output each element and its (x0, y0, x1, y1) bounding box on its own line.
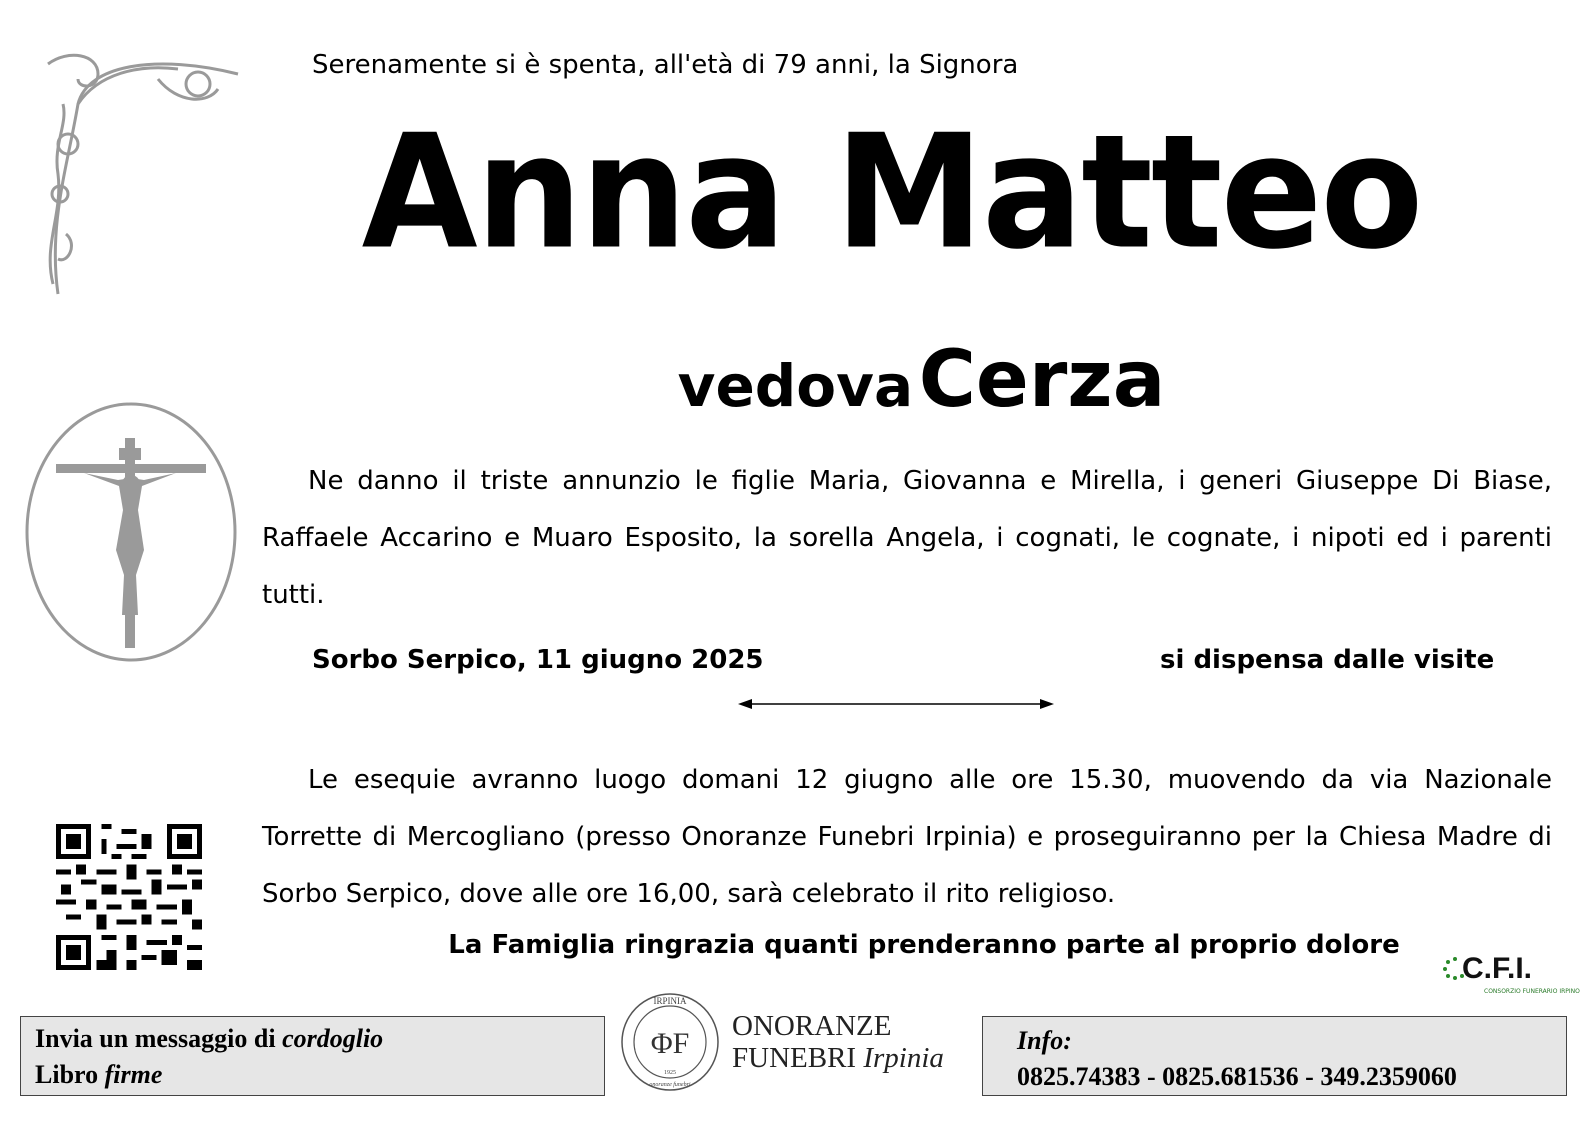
announcement-paragraph: Ne danno il triste annunzio le figlie Maria, Giovanna e Mirella, i generi Giuseppe Di Biase, Raffaele Accarino e Muaro Esposito, la sorella Angela, i cognati, le cognate, i nipoti ed i parenti tutti. (262, 466, 1552, 610)
deceased-name: Anna Matteo (361, 101, 1422, 285)
visits-note: si dispensa dalle visite (1160, 645, 1495, 675)
brand-line-1: ONORANZE (732, 1010, 892, 1042)
double-arrow-divider (738, 696, 1054, 712)
seal-top-text: IRPINIA (653, 996, 687, 1006)
info-box (982, 1016, 1567, 1096)
phone-numbers[interactable]: 0825.74383 - 0825.681536 - 349.2359060 (1017, 1062, 1457, 1091)
guestbook-emph: firme (104, 1060, 163, 1089)
thanks-line: La Famiglia ringrazia quanti prenderanno parte al proprio dolore (448, 930, 1400, 960)
brand-line-2-prefix: FUNEBRI (732, 1042, 864, 1074)
intro-line: Serenamente si è spenta, all'età di 79 anni, la Signora (312, 50, 1019, 80)
funeral-home-seal (618, 990, 722, 1094)
brand-line-2-emph: Irpinia (863, 1042, 944, 1074)
condolence-prefix: Invia un messaggio di (35, 1024, 283, 1053)
seal-bottom-text: onoranze funebri (649, 1082, 691, 1088)
marital-status (0, 335, 1588, 425)
cfi-logo-subtitle: CONSORZIO FUNERARIO IRPINO (1484, 988, 1580, 995)
condolence-box[interactable] (20, 1016, 605, 1096)
guestbook-link[interactable] (35, 1057, 590, 1093)
funeral-home-name (732, 1010, 944, 1074)
guestbook-prefix: Libro (35, 1060, 105, 1089)
cfi-logo-text: C.F.I. (1462, 952, 1533, 985)
marital-prefix: vedova (677, 352, 914, 420)
seal-monogram: ΦF (650, 1027, 690, 1060)
info-label: Info: (1017, 1026, 1072, 1055)
place-date: Sorbo Serpico, 11 giugno 2025 (312, 645, 764, 675)
seal-year: 1925 (664, 1070, 676, 1076)
spouse-surname: Cerza (918, 335, 1166, 425)
crucifix-icon (24, 400, 238, 664)
funeral-paragraph: Le esequie avranno luogo domani 12 giugno alle ore 15.30, muovendo da via Nazionale Torrette di Mercogliano (presso Onoranze Funebri Irpinia) e proseguiranno per la Chiesa Madre di Sorbo Serpico, dove alle ore 16,00, sarà celebrato il rito religioso. (262, 765, 1552, 909)
brand-line-2 (732, 1042, 944, 1074)
condolence-emph: cordoglio (282, 1024, 384, 1053)
condolence-link[interactable] (35, 1021, 590, 1057)
